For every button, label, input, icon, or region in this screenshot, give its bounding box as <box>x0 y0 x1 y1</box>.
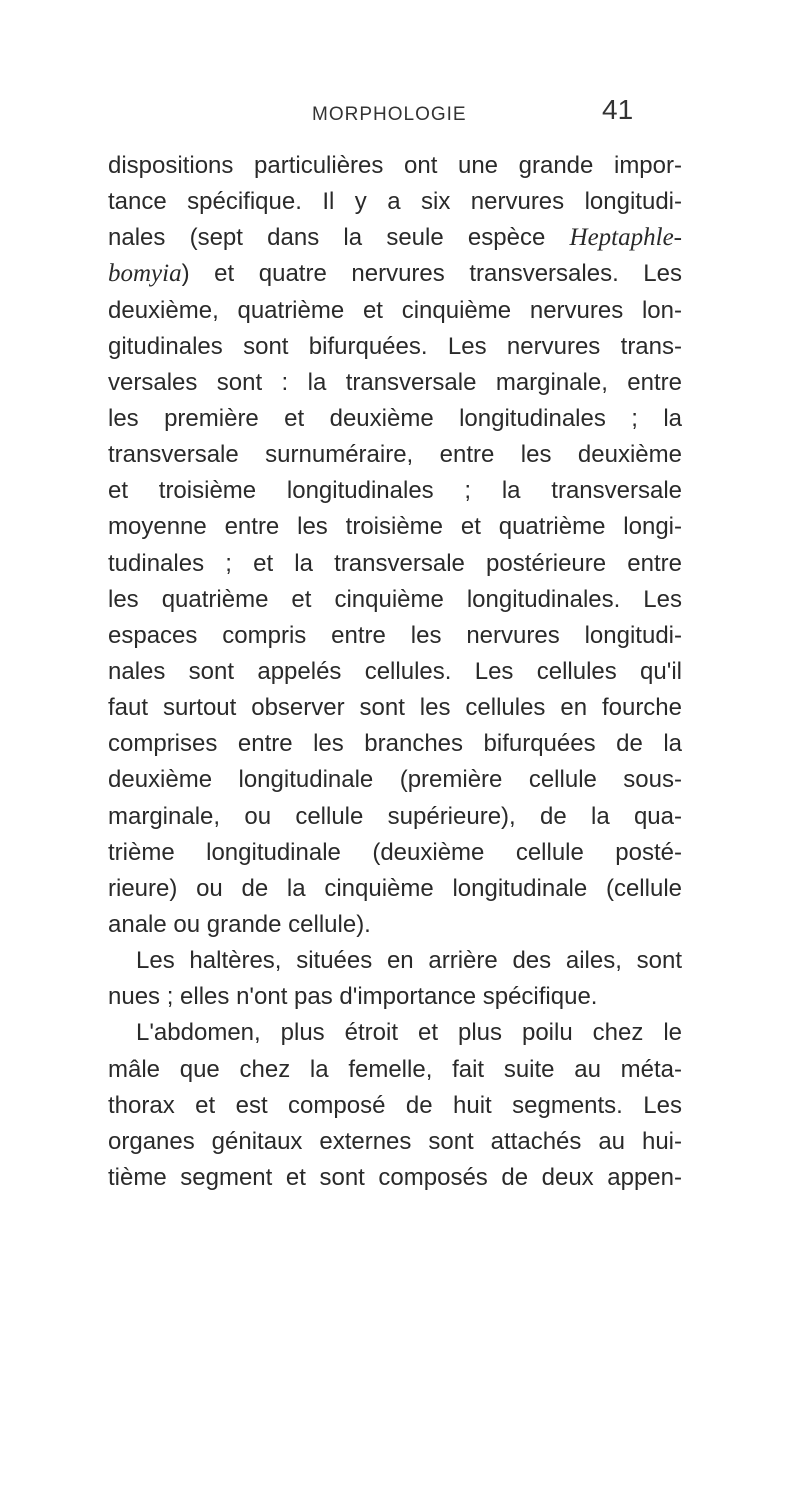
text-line: deuxième longitudinale (première cellule sous- <box>108 766 682 794</box>
text-line: tième segment et sont composés de deux appen- <box>108 1163 682 1191</box>
text-line: tudinales ; et la transversale postérieure entre <box>108 549 682 577</box>
text-line: et troisième longitudinales ; la transversale <box>108 477 682 505</box>
text-line: comprises entre les branches bifurquées de la <box>108 730 682 758</box>
text-line: deuxième, quatrième et cinquième nervures lon- <box>108 296 682 324</box>
text-fragment: ) et quatre nervures transversales. Les <box>181 260 682 288</box>
text-line: nales sont appelés cellules. Les cellules qu'il <box>108 657 682 685</box>
text-line: Les haltères, situées en arrière des ailes, sont <box>136 947 682 975</box>
text-line: trième longitudinale (deuxième cellule posté- <box>108 838 682 866</box>
text-line: tance spécifique. Il y a six nervures longitudi- <box>108 188 682 216</box>
text-line: moyenne entre les troisième et quatrième longi- <box>108 513 682 541</box>
text-line: rieure) ou de la cinquième longitudinale (cellule <box>108 874 682 902</box>
page-header <box>0 94 800 134</box>
text-fragment: nales (sept dans la seule espèce <box>108 224 570 252</box>
text-line: nues ; elles n'ont pas d'importance spécifique. <box>108 983 598 1011</box>
text-line: espaces compris entre les nervures longitudi- <box>108 621 682 649</box>
text-line: les quatrième et cinquième longitudinales. Les <box>108 585 682 613</box>
species-name-italic-continued: bomyia <box>108 260 182 288</box>
text-line <box>108 220 682 256</box>
text-line: transversale surnuméraire, entre les deuxième <box>108 441 682 469</box>
text-line: L'abdomen, plus étroit et plus poilu chez le <box>136 1019 682 1047</box>
text-line: thorax et est composé de huit segments. Les <box>108 1091 682 1119</box>
text-line: gitudinales sont bifurquées. Les nervures trans- <box>108 332 682 360</box>
running-title: MORPHOLOGIE <box>312 104 467 125</box>
page-number: 41 <box>602 94 634 125</box>
body-text <box>108 148 682 1196</box>
text-line: anale ou grande cellule). <box>108 910 371 938</box>
text-line: versales sont : la transversale marginale, entre <box>108 368 682 396</box>
text-line: dispositions particulières ont une grande impor- <box>108 152 682 179</box>
text-line: les première et deuxième longitudinales ; la <box>108 404 682 432</box>
text-line: faut surtout observer sont les cellules en fourche <box>108 694 682 722</box>
text-line: marginale, ou cellule supérieure), de la qua- <box>108 802 682 830</box>
species-name-italic: Heptaphle- <box>569 224 682 252</box>
text-line <box>108 256 682 292</box>
text-line: mâle que chez la femelle, fait suite au méta- <box>108 1055 682 1083</box>
text-line: organes génitaux externes sont attachés au hui- <box>108 1127 682 1155</box>
